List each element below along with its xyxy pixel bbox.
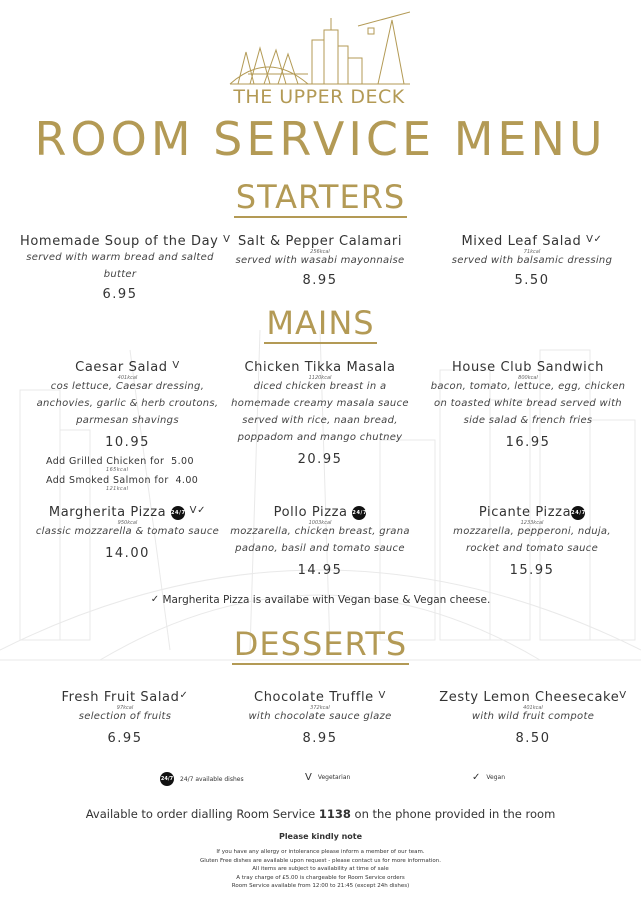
item-description: cos lettuce, Caesar dressing, anchovies, garlic & herb croutons, parmesan shavings	[36, 381, 219, 426]
item-kcal: 950kcal	[117, 520, 138, 526]
item-description: served with wasabi mayonnaise	[235, 255, 405, 266]
vegan-icon: ✓	[150, 594, 160, 605]
item-price: 5.50	[514, 273, 550, 288]
vegetarian-icon: V	[378, 690, 386, 701]
vegetarian-icon: V	[586, 234, 594, 245]
item-description: mozzarella, pepperoni, nduja, rocket and tomato sauce	[453, 526, 611, 554]
item-price: 6.95	[102, 287, 138, 302]
vegan-pizza-note: ✓ Margherita Pizza is availabe with Vegan base & Vegan cheese.	[150, 594, 491, 606]
item-name: Mixed Leaf Salad	[461, 234, 582, 249]
item-name: Zesty Lemon Cheesecake	[439, 690, 620, 705]
item-price: 14.00	[105, 546, 150, 561]
menu-item-soup	[20, 234, 231, 302]
item-price: 14.95	[297, 563, 343, 578]
item-name: Picante Pizza	[478, 505, 572, 520]
item-name: Caesar Salad	[75, 360, 168, 375]
page-title: ROOM SERVICE MENU	[34, 112, 607, 166]
item-kcal: 256kcal	[310, 249, 330, 255]
legend-label: Vegetarian	[317, 774, 351, 781]
item-kcal: 401kcal	[523, 705, 543, 711]
item-name: Salt & Pepper Calamari	[237, 234, 403, 249]
item-name: Chocolate Truffle	[254, 690, 374, 705]
menu-item-caesar-salad	[20, 360, 235, 492]
available-247-icon: 24/7	[160, 772, 174, 786]
vegetarian-icon: V	[189, 505, 198, 516]
item-price: 6.95	[107, 731, 143, 746]
item-kcal: 1120kcal	[308, 375, 332, 381]
available-247-icon: 24/7	[352, 506, 366, 520]
item-price: 20.95	[297, 452, 343, 467]
legend-vegan	[472, 772, 505, 783]
item-description: served with warm bread and salted butter	[26, 252, 214, 280]
item-kcal: 372kcal	[310, 705, 330, 711]
item-description: with wild fruit compote	[471, 711, 595, 722]
menu-item-picante-pizza	[432, 505, 632, 578]
item-price: 10.95	[105, 435, 150, 450]
item-name: Margherita Pizza	[48, 505, 167, 520]
order-instructions: Available to order dialling Room Service 1138 on the phone provided in the room	[85, 807, 556, 821]
legend-label: Vegan	[486, 774, 506, 781]
mains-heading: MAINS	[266, 304, 375, 342]
item-name: Chicken Tikka Masala	[244, 360, 396, 375]
item-kcal: 1233kcal	[520, 520, 544, 526]
item-kcal: 800kcal	[518, 375, 538, 381]
menu-item-chicken-tikka-masala	[220, 360, 420, 467]
vegan-icon: ✓	[179, 690, 189, 701]
menu-item-chocolate-truffle	[220, 690, 420, 746]
fine-print: If you have any allergy or intolerance please inform a member of our team. Gluten Free dishes are available upon request - please contact us for more information. All items are subject to availability at time of sale A tray charge of £5.00 is chargeable for Room Service orders Room Service available from 12:00 to 21:45 (except 24h dishes)	[199, 849, 442, 889]
available-247-icon: 24/7	[571, 506, 585, 520]
menu-item-pollo-pizza	[220, 505, 420, 578]
item-description: selection of fruits	[78, 711, 172, 722]
item-description: classic mozzarella & tomato sauce	[35, 526, 220, 537]
menu-item-mixed-leaf-salad	[432, 234, 632, 288]
item-description: bacon, tomato, lettuce, egg, chicken on toasted white bread served with side salad & french fries	[430, 381, 626, 426]
legend-available-247	[160, 772, 244, 786]
item-kcal: 71kcal	[523, 249, 541, 255]
item-price: 8.95	[302, 273, 338, 288]
legend-label: 24/7 available dishes	[180, 775, 244, 783]
item-name: Pollo Pizza	[273, 505, 348, 520]
vegetarian-icon: V	[223, 234, 231, 245]
addon-smoked-salmon: Add Smoked Salmon for 4.00 121kcal	[46, 475, 199, 492]
menu-item-margherita-pizza	[20, 505, 235, 561]
vegetarian-icon: V	[305, 772, 312, 783]
available-247-icon: 24/7	[171, 506, 185, 520]
legend-vegetarian	[305, 772, 350, 783]
logo-text: THE UPPER DECK	[233, 86, 405, 108]
logo-skyline-icon	[228, 10, 410, 90]
room-service-number: 1138	[318, 807, 351, 821]
vegetarian-icon: V	[172, 360, 180, 371]
kindly-note-heading: Please kindly note	[278, 832, 363, 841]
item-description: mozzarella, chicken breast, grana padano, basil and tomato sauce	[230, 526, 410, 554]
vegan-icon: ✓	[593, 234, 603, 245]
vegan-icon: ✓	[197, 505, 207, 516]
menu-item-calamari	[220, 234, 420, 288]
menu-item-house-club-sandwich	[428, 360, 628, 450]
item-name: Fresh Fruit Salad	[61, 690, 180, 705]
item-kcal: 401kcal	[117, 375, 138, 381]
item-price: 15.95	[509, 563, 555, 578]
desserts-heading: DESSERTS	[233, 625, 408, 663]
vegetarian-icon: V	[619, 690, 627, 701]
logo	[228, 10, 410, 108]
item-kcal: 97kcal	[116, 705, 134, 711]
item-kcal: 1003kcal	[308, 520, 332, 526]
addon-grilled-chicken: Add Grilled Chicken for 5.00 165kcal	[46, 456, 194, 473]
item-name: Homemade Soup of the Day	[20, 234, 219, 249]
item-price: 8.95	[302, 731, 338, 746]
item-description: with chocolate sauce glaze	[248, 711, 392, 722]
menu-item-fresh-fruit-salad	[20, 690, 230, 746]
vegan-icon: ✓	[472, 772, 481, 783]
item-description: served with balsamic dressing	[451, 255, 613, 266]
item-name: House Club Sandwich	[452, 360, 604, 375]
item-description: diced chicken breast in a homemade creamy masala sauce served with rice, naan bread, poppadom and mango chutney	[231, 381, 409, 443]
menu-item-zesty-lemon-cheesecake	[428, 690, 638, 746]
item-price: 8.50	[515, 731, 551, 746]
item-price: 16.95	[505, 435, 551, 450]
starters-heading: STARTERS	[235, 178, 406, 216]
